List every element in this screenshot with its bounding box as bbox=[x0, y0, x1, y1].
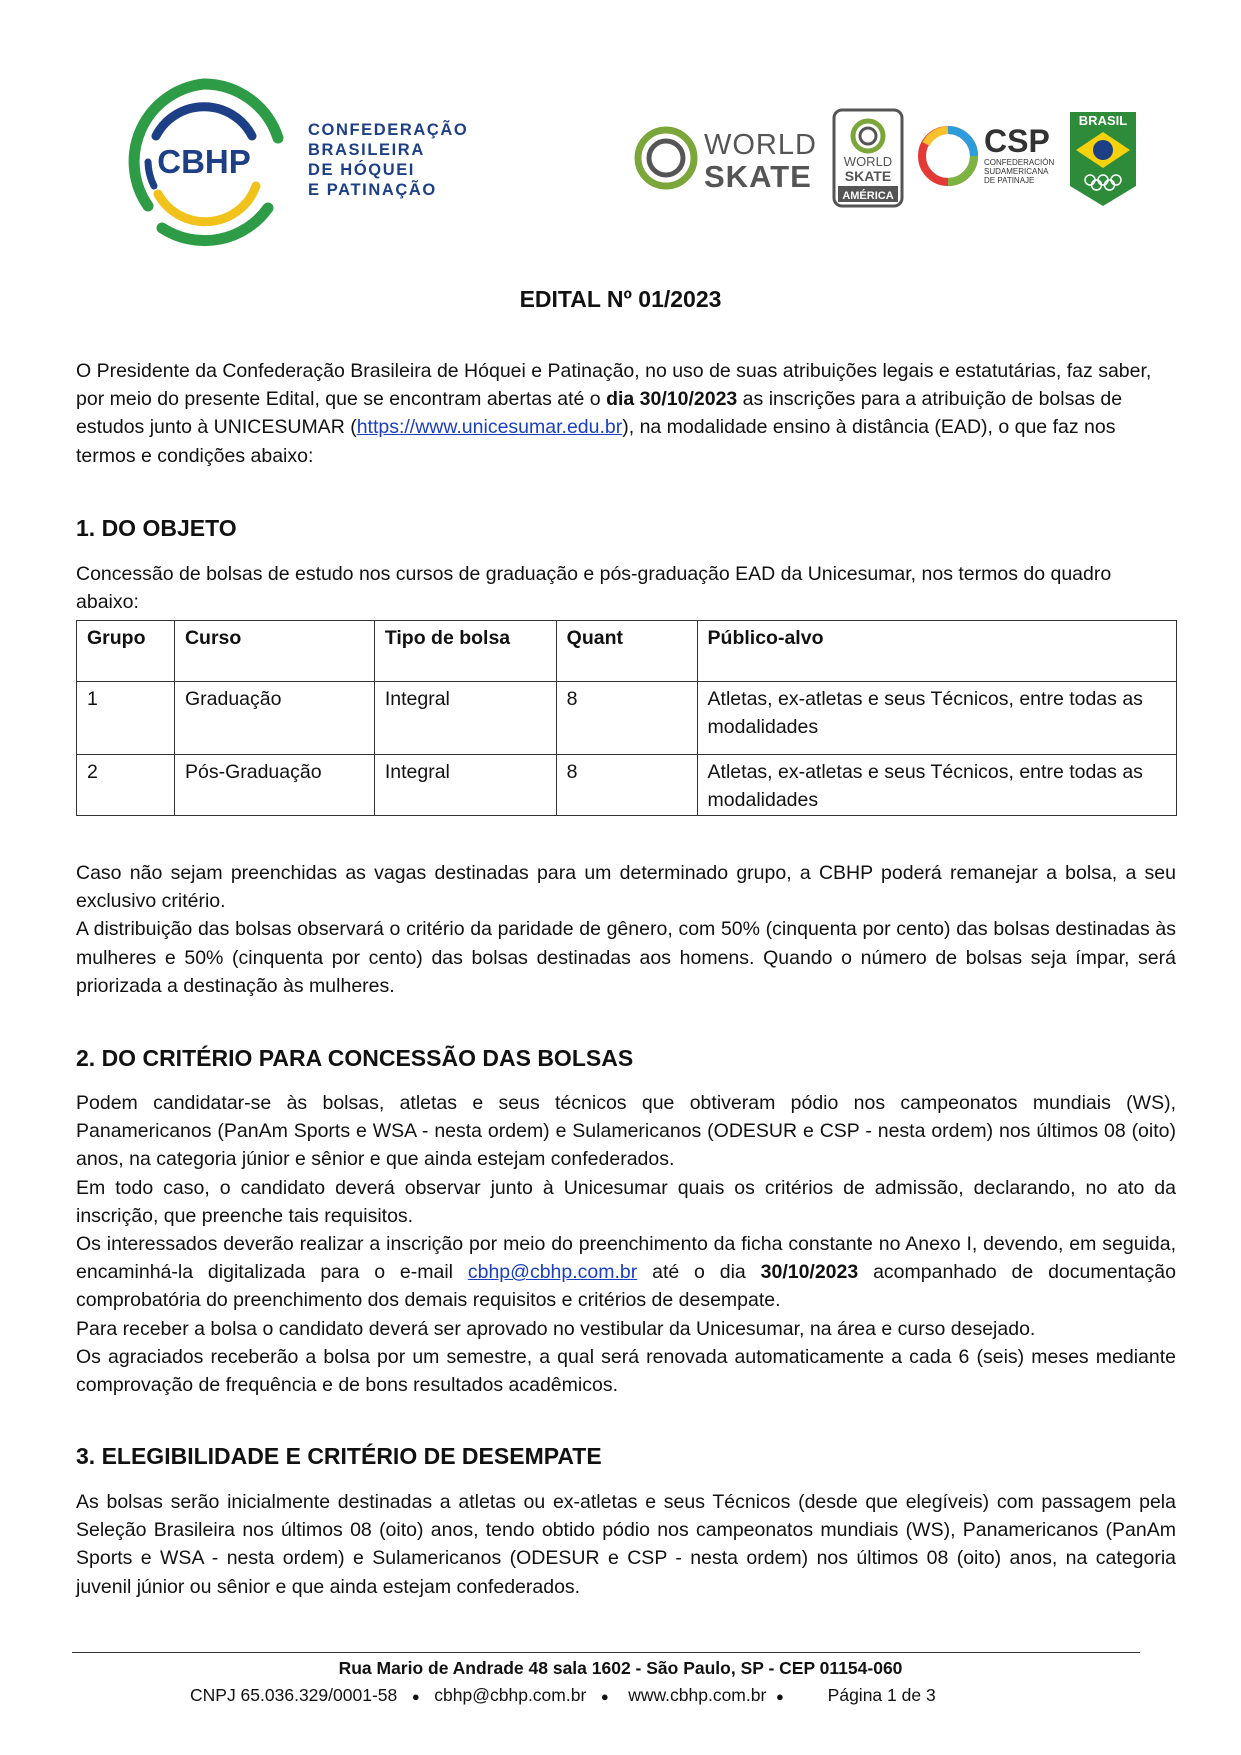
cbhp-full-name: CONFEDERAÇÃO BRASILEIRA DE HÓQUEI E PATINAÇÃO bbox=[308, 121, 469, 199]
table-cell: 1 bbox=[77, 682, 175, 755]
footer-site: www.cbhp.com.br bbox=[628, 1685, 767, 1705]
deadline-date: dia 30/10/2023 bbox=[606, 388, 738, 411]
table-cell: Integral bbox=[374, 755, 556, 816]
table-row bbox=[77, 755, 1177, 816]
section1-lead: Concessão de bolsas de estudo nos cursos de graduação e pós-graduação EAD da Unicesumar, nos termos do quadro abaixo: bbox=[76, 563, 1112, 614]
section-heading-criterio: 2. DO CRITÉRIO PARA CONCESSÃO DAS BOLSAS bbox=[76, 1045, 634, 1071]
footer-email: cbhp@cbhp.com.br bbox=[434, 1685, 587, 1705]
table-cell: Atletas, ex-atletas e seus Técnicos, entre todas as modalidades bbox=[697, 755, 1176, 816]
table-cell: 2 bbox=[77, 755, 175, 816]
table-cell: 8 bbox=[556, 755, 697, 816]
brasil-olympic-logo bbox=[1068, 110, 1138, 208]
unicesumar-link[interactable]: https://www.unicesumar.edu.br bbox=[356, 416, 623, 439]
section-heading-objeto: 1. DO OBJETO bbox=[76, 515, 237, 541]
footer-divider bbox=[72, 1652, 1140, 1653]
svg-text:SUDAMERICANA: SUDAMERICANA bbox=[984, 167, 1049, 176]
deadline-date: 30/10/2023 bbox=[760, 1261, 859, 1284]
footer-cnpj: CNPJ 65.036.329/0001-58 bbox=[190, 1685, 398, 1705]
bullet-icon: ● bbox=[776, 1689, 784, 1704]
table-cell: 8 bbox=[556, 682, 697, 755]
footer-address: Rua Mario de Andrade 48 sala 1602 - São Paulo, SP - CEP 01154-060 bbox=[338, 1658, 903, 1678]
section-heading-elegibilidade: 3. ELEGIBILIDADE E CRITÉRIO DE DESEMPATE bbox=[76, 1443, 602, 1469]
bullet-icon: ● bbox=[411, 1689, 420, 1704]
table-cell: Graduação bbox=[174, 682, 374, 755]
cbhp-logo bbox=[118, 76, 290, 248]
world-skate-logo bbox=[632, 122, 817, 194]
table-header: Quant bbox=[556, 621, 697, 682]
scholarship-table bbox=[76, 620, 1177, 816]
svg-text:WORLD: WORLD bbox=[843, 154, 893, 169]
table-header: Tipo de bolsa bbox=[374, 621, 556, 682]
svg-text:AMÉRICA: AMÉRICA bbox=[842, 190, 894, 202]
svg-text:SKATE: SKATE bbox=[704, 159, 812, 194]
table-header: Público-alvo bbox=[697, 621, 1176, 682]
cbhp-logo-text: CBHP bbox=[157, 143, 251, 180]
table-header: Grupo bbox=[77, 621, 175, 682]
intro-paragraph: O Presidente da Confederação Brasileira de Hóquei e Patinação, no uso de suas atribuições legais e estatutárias, faz saber, por meio do presente Edital, que se encontram abertas até o dia 30/10/2023 as inscrições para a atribuição de bolsas de estudos junto à UNICESUMAR (https://www.unicesumar.edu.br), na modalidade ensino à distância (EAD), o que faz nos termos e condições abaixo: bbox=[76, 360, 1152, 467]
table-cell: Integral bbox=[374, 682, 556, 755]
bullet-icon: ● bbox=[600, 1689, 609, 1704]
csp-logo bbox=[918, 118, 1054, 194]
svg-text:WORLD: WORLD bbox=[704, 129, 817, 161]
svg-text:CSP: CSP bbox=[984, 123, 1050, 159]
email-link[interactable]: cbhp@cbhp.com.br bbox=[467, 1261, 638, 1284]
section3-body: As bolsas serão inicialmente destinadas a atletas ou ex-atletas e seus Técnicos (desde que elegíveis) com passagem pela Seleção Brasileira nos últimos 08 (oito) anos, tendo obtido pódio nos campeonatos mundiais (WS), Panamericanos (PanAm Sports e WSA - nesta ordem) e Sulamericanos (ODESUR e CSP - nesta ordem) nos últimos 08 (oito) anos, na categoria juvenil júnior ou sênior e que ainda estejam confederados. bbox=[76, 1491, 1176, 1598]
table-header: Curso bbox=[174, 621, 374, 682]
svg-text:SKATE: SKATE bbox=[844, 168, 892, 184]
svg-text:CONFEDERACIÓN: CONFEDERACIÓN bbox=[984, 158, 1054, 167]
letterhead bbox=[0, 0, 1241, 260]
world-skate-america-logo bbox=[832, 108, 904, 208]
table-header-row bbox=[77, 621, 1177, 682]
document-title: EDITAL Nº 01/2023 bbox=[519, 286, 722, 312]
svg-text:BRASIL: BRASIL bbox=[1078, 113, 1128, 128]
table-row bbox=[77, 682, 1177, 755]
footer-contact bbox=[190, 1685, 936, 1706]
page-number: Página 1 de 3 bbox=[827, 1685, 936, 1705]
table-cell: Atletas, ex-atletas e seus Técnicos, entre todas as modalidades bbox=[697, 682, 1176, 755]
section1-paragraph: Caso não sejam preenchidas as vagas destinadas para um determinado grupo, a CBHP poderá remanejar a bolsa, a seu exclusivo critério. A distribuição das bolsas observará o critério da paridade de gênero, com 50% (cinquenta por cento) das bolsas destinadas às mulheres e 50% (cinquenta por cento) das bolsas destinadas aos homens. Quando o número de bolsas seja ímpar, será priorizada a destinação às mulheres. bbox=[76, 862, 1176, 997]
table-cell: Pós-Graduação bbox=[174, 755, 374, 816]
svg-text:DE PATINAJE: DE PATINAJE bbox=[984, 176, 1035, 185]
section2-body: Podem candidatar-se às bolsas, atletas e seus técnicos que obtiveram pódio nos campeonatos mundiais (WS), Panamericanos (PanAm Sports e WSA - nesta ordem) e Sulamericanos (ODESUR e CSP - nesta ordem) nos últimos 08 (oito) anos, na categoria júnior e sênior e que ainda estejam confederados. Em todo caso, o candidato deverá observar junto à Unicesumar quais os critérios de admissão, declarando, no ato da inscrição, que preenche tais requisitos. Os interessados deverão realizar a inscrição por meio do preenchimento da ficha constante no Anexo I, devendo, em seguida, encaminhá-la digitalizada para o e-mail cbhp@cbhp.com.br até o dia 30/10/2023 acompanhado de documentação comprobatória do preenchimento dos demais requisitos e critérios de desempate. Para receber a bolsa o candidato deverá ser aprovado no vestibular da Unicesumar, na área e curso desejado. Os agraciados receberão a bolsa por um semestre, a qual será renovada automaticamente a cada 6 (seis) meses mediante comprovação de frequência e de bons resultados acadêmicos. bbox=[76, 1092, 1176, 1397]
